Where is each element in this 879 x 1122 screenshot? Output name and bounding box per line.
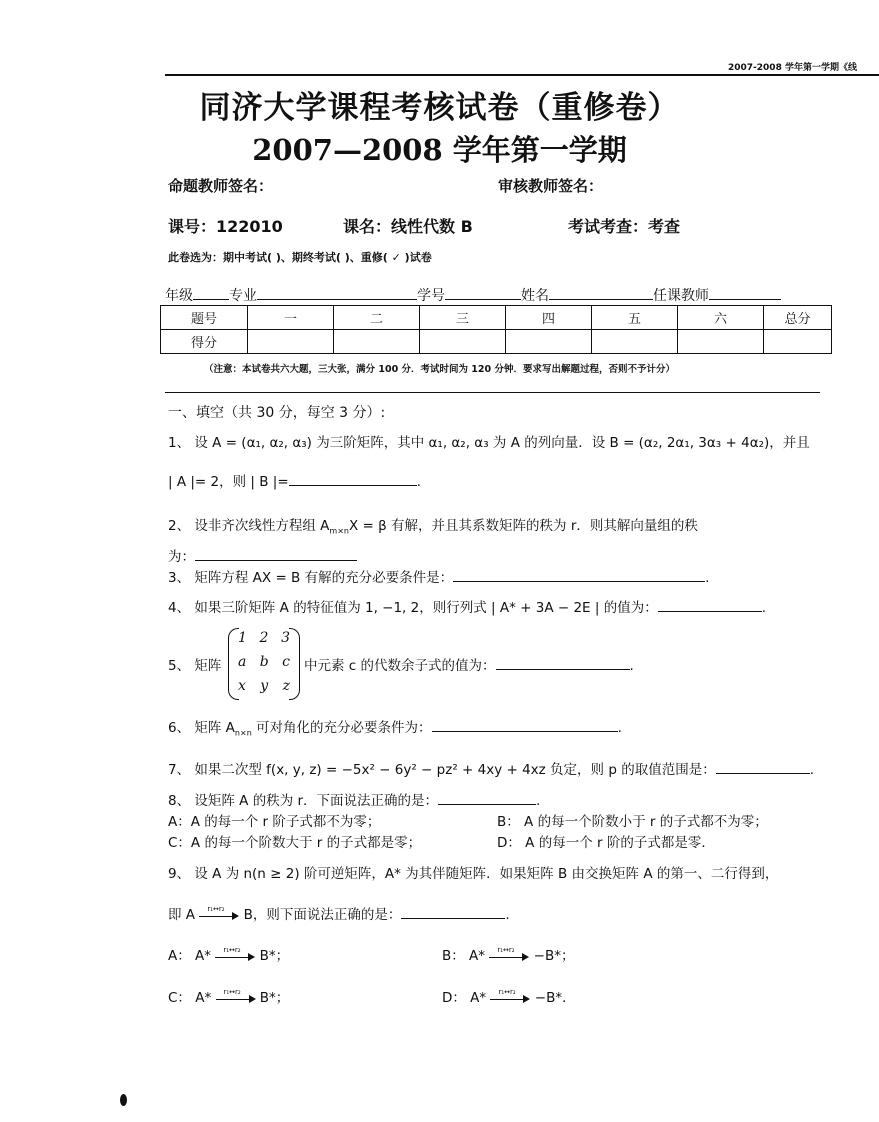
- top-rule: [165, 74, 879, 76]
- matrix-entry: 3: [281, 630, 290, 646]
- option-d-result: −B*．: [534, 990, 576, 1006]
- name-field[interactable]: [549, 287, 653, 300]
- score-row-label: 得分: [161, 330, 248, 354]
- student-id-field[interactable]: [445, 287, 521, 300]
- major-field[interactable]: [257, 287, 417, 300]
- question-2-text-b: X = β 有解，并且其系数矩阵的秩为 r．则其解向量组的秩: [349, 518, 698, 534]
- score-cell[interactable]: [678, 330, 764, 354]
- arrow-label: r₁↔r₂: [223, 988, 241, 996]
- arrow-label: r₁↔r₂: [223, 946, 241, 954]
- score-cell[interactable]: [420, 330, 506, 354]
- matrix-row: [238, 630, 290, 646]
- course-name: 课名：线性代数 B: [343, 217, 473, 236]
- answer-blank-6[interactable]: [432, 719, 618, 732]
- section-1-title: 一、填空（共 30 分，每空 3 分）:: [168, 405, 386, 421]
- question-9-option-a: [168, 944, 289, 964]
- major-label: 专业: [229, 288, 257, 304]
- option-a-text: A： A*: [168, 948, 212, 964]
- question-1-line-1: 1、 设 A = (α₁, α₂, α₃) 为三阶矩阵，其中 α₁, α₂, α₃ 为 A 的列向量．设 B = (α₂, 2α₁, 3α₃ + 4α₂)，并且: [168, 435, 810, 451]
- row-swap-arrow: [490, 988, 530, 1003]
- score-header-cell: 总分: [764, 306, 832, 330]
- question-5-text: 中元素 c 的代数余子式的值为：: [304, 658, 496, 674]
- question-2-line-2: [168, 545, 357, 565]
- score-header-cell: 四: [506, 306, 592, 330]
- question-8-option-c: C：A 的每一个阶数大于 r 的子式都是零；: [168, 835, 422, 851]
- option-a-result: B*；: [259, 948, 290, 964]
- exam-subtitle: 2007—2008 学年第一学期: [252, 133, 627, 167]
- arrow-label: r₁↔r₂: [207, 905, 225, 913]
- score-header-cell: 题号: [161, 306, 248, 330]
- scan-mark: [120, 1094, 127, 1106]
- matrix-entry: z: [282, 678, 290, 694]
- question-6: 6、 矩阵 $A_{n\times n}$ 可对角化的充分必要条件为： .: [168, 720, 622, 738]
- question-6-text-b: 可对角化的充分必要条件为：: [251, 720, 432, 736]
- question-9-option-b: [442, 944, 574, 964]
- score-table: [160, 305, 832, 354]
- matrix-entry: y: [260, 678, 269, 694]
- score-header-cell: 六: [678, 306, 764, 330]
- score-header-cell: 一: [248, 306, 334, 330]
- score-header-cell: 五: [592, 306, 678, 330]
- matrix-entry: 1: [238, 630, 247, 646]
- question-5-matrix: [228, 628, 300, 698]
- row-swap-arrow: [215, 946, 255, 961]
- header-corner-text: 2007-2008 学年第一学期《线: [728, 63, 857, 73]
- score-cell[interactable]: [334, 330, 420, 354]
- option-c-text: C： A*: [168, 990, 212, 1006]
- question-5-suffix: 中元素 c 的代数余子式的值为： .: [304, 658, 634, 674]
- teacher-field[interactable]: [709, 287, 781, 300]
- question-6-subscript: n×n: [234, 728, 252, 738]
- answer-blank-2[interactable]: [195, 548, 357, 561]
- grade-field[interactable]: [193, 287, 229, 300]
- matrix-entry: x: [238, 678, 246, 694]
- question-8: 8、 设矩阵 A 的秩为 r．下面说法正确的是： .: [168, 793, 541, 809]
- separator-rule: [165, 392, 820, 393]
- answer-blank-3[interactable]: [453, 569, 705, 582]
- question-2-text-c: 为：: [168, 549, 195, 565]
- answer-blank-9[interactable]: [401, 906, 505, 919]
- question-2-text-a: 2、 设非齐次线性方程组 A: [168, 518, 330, 534]
- paper-type-line: 此卷选为：期中考试( )、期终考试( )、重修( ✓ )试卷: [168, 251, 432, 264]
- question-1-text: | A |= 2，则 | B |=: [168, 474, 289, 490]
- exam-title: 同济大学课程考核试卷（重修卷）: [199, 90, 680, 126]
- answer-blank-5[interactable]: [496, 657, 630, 670]
- matrix-entry: 2: [259, 630, 269, 646]
- score-table-header-row: [161, 306, 832, 330]
- question-9-option-d: [442, 986, 576, 1006]
- answer-blank-8[interactable]: [438, 792, 536, 805]
- question-2-subscript: m×n: [329, 526, 349, 536]
- score-header-cell: 二: [334, 306, 420, 330]
- answer-blank-7[interactable]: [716, 761, 810, 774]
- exam-type: 考试考查：考查: [568, 217, 681, 236]
- score-cell[interactable]: [764, 330, 832, 354]
- question-8-option-a: A：A 的每一个 r 阶子式都不为零；: [168, 814, 381, 830]
- answer-blank-1[interactable]: [289, 473, 417, 486]
- row-swap-arrow: [489, 946, 529, 961]
- question-3: 3、 矩阵方程 AX = B 有解的充分必要条件是： .: [168, 570, 710, 586]
- exam-notice: （注意：本试卷共六大题，三大张，满分 100 分．考试时间为 120 分钟．要求写出解题过程，否则不予计分）: [204, 364, 675, 375]
- grade-label: 年级: [165, 288, 193, 304]
- question-5-prefix: 5、 矩阵: [168, 658, 222, 674]
- question-9-line-2: 即 A r₁↔r₂ B，则下面说法正确的是： .: [168, 905, 510, 923]
- matrix-entry: a: [238, 654, 247, 670]
- student-info-line: [165, 285, 781, 305]
- score-cell[interactable]: [592, 330, 678, 354]
- option-c-result: B*；: [259, 990, 290, 1006]
- proposer-signature-label: 命题教师签名：: [168, 177, 274, 195]
- question-9-option-c: [168, 986, 289, 1006]
- score-header-cell: 三: [420, 306, 506, 330]
- score-cell[interactable]: [248, 330, 334, 354]
- question-9-text-b: B，则下面说法正确的是：: [243, 907, 402, 923]
- question-7-text: 7、 如果二次型 f(x, y, z) = −5x² − 6y² − pz² + 4xy + 4xz 负定，则 p 的取值范围是：: [168, 762, 716, 778]
- matrix-right-paren: [289, 628, 300, 700]
- score-table-score-row: [161, 330, 832, 354]
- score-cell[interactable]: [506, 330, 592, 354]
- row-swap-arrow: [199, 905, 239, 920]
- option-d-text: D： A*: [442, 990, 487, 1006]
- answer-blank-4[interactable]: [658, 599, 762, 612]
- question-4-text: 4、 如果三阶矩阵 A 的特征值为 1, −1, 2，则行列式 | A* + 3A − 2E | 的值为：: [168, 600, 658, 616]
- question-9-text-a: 即 A: [168, 907, 196, 923]
- question-6-text-a: 6、 矩阵 A: [168, 720, 235, 736]
- matrix-entry: c: [282, 654, 290, 670]
- question-8-option-b: B： A 的每一个阶数小于 r 的子式都不为零；: [497, 814, 768, 830]
- reviewer-signature-label: 审核教师签名：: [498, 177, 604, 195]
- course-number: 课号：122010: [168, 217, 283, 236]
- name-label: 姓名: [521, 288, 549, 304]
- arrow-label: r₁↔r₂: [498, 988, 516, 996]
- question-1-line-2: | A |= 2，则 | B |= .: [168, 474, 421, 490]
- arrow-label: r₁↔r₂: [497, 946, 515, 954]
- teacher-label: 任课教师: [653, 288, 709, 304]
- matrix-row: [238, 678, 290, 694]
- student-id-label: 学号: [417, 288, 445, 304]
- question-2-line-1: [168, 514, 698, 536]
- option-b-result: −B*；: [533, 948, 575, 964]
- question-8-text: 8、 设矩阵 A 的秩为 r．下面说法正确的是：: [168, 793, 439, 809]
- question-7: 7、 如果二次型 f(x, y, z) = −5x² − 6y² − pz² + 4xy + 4xz 负定，则 p 的取值范围是： .: [168, 762, 814, 778]
- option-b-text: B： A*: [442, 948, 486, 964]
- question-3-text: 3、 矩阵方程 AX = B 有解的充分必要条件是：: [168, 570, 454, 586]
- matrix-entry: b: [259, 654, 269, 670]
- question-8-option-d: D： A 的每一个 r 阶的子式都是零．: [497, 835, 715, 851]
- question-9-line-1: 9、 设 A 为 n(n ≥ 2) 阶可逆矩阵，A* 为其伴随矩阵．如果矩阵 B 由交换矩阵 A 的第一、二行得到，: [168, 866, 779, 882]
- row-swap-arrow: [216, 988, 256, 1003]
- question-4: 4、 如果三阶矩阵 A 的特征值为 1, −1, 2，则行列式 | A* + 3A − 2E | 的值为： .: [168, 600, 767, 616]
- matrix-row: [238, 654, 290, 670]
